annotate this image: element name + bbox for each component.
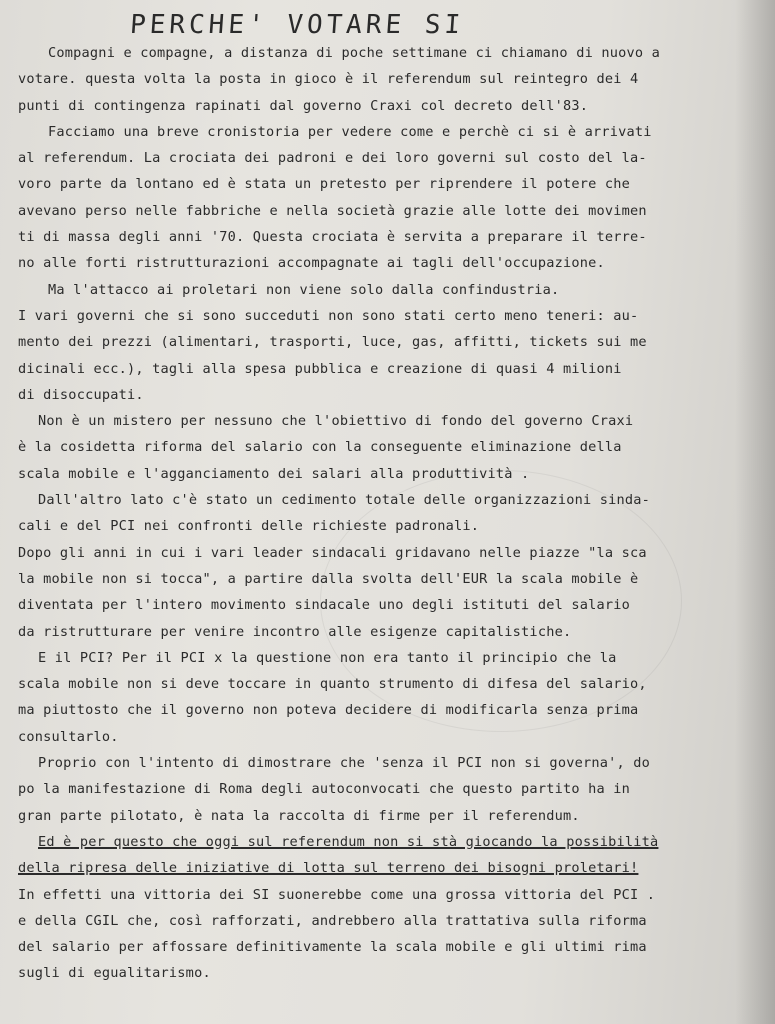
text-line: avevano perso nelle fabbriche e nella società grazie alle lotte dei movimen	[18, 202, 647, 219]
text-line: I vari governi che si sono succeduti non sono stati certo meno teneri: au-	[18, 307, 639, 324]
text-line: Ma l'attacco ai proletari non viene solo dalla confindustria.	[48, 281, 560, 298]
text-line: Ed è per questo che oggi sul referendum non si stà giocando la possibilità	[38, 833, 659, 850]
text-line: Dopo gli anni in cui i vari leader sindacali gridavano nelle piazze "la sca	[18, 544, 647, 561]
document-title: PERCHE' VOTARE SI	[128, 10, 466, 40]
text-line: Proprio con l'intento di dimostrare che 'senza il PCI non si governa', do	[38, 755, 651, 772]
text-line: punti di contingenza rapinati dal governo Craxi col decreto dell'83.	[18, 97, 589, 114]
text-line: Facciamo una breve cronistoria per vedere come e perchè ci si è arrivati	[48, 123, 652, 140]
text-line: gran parte pilotato, è nata la raccolta di firme per il referendum.	[18, 807, 580, 824]
text-line: Compagni e compagne, a distanza di poche settimane ci chiamano di nuovo a	[48, 45, 661, 61]
text-line: voro parte da lontano ed è stata un pretesto per riprendere il potere che	[18, 176, 631, 193]
text-line: no alle forti ristrutturazioni accompagnate ai tagli dell'occupazione.	[18, 255, 605, 272]
text-line: po la manifestazione di Roma degli autoconvocati che questo partito ha in	[18, 781, 631, 798]
text-line: consultarlo.	[18, 728, 119, 745]
text-line: della ripresa delle iniziative di lotta sul terreno dei bisogni proletari!	[18, 860, 639, 877]
text-line: è la cosidetta riforma del salario con la conseguente eliminazione della	[18, 439, 622, 456]
text-line: Dall'altro lato c'è stato un cedimento totale delle organizzazioni sinda-	[38, 492, 651, 509]
text-line: In effetti una vittoria dei SI suonerebbe come una grossa vittoria del PCI .	[18, 886, 656, 903]
text-line: Non è un mistero per nessuno che l'obiettivo di fondo del governo Craxi	[38, 413, 634, 430]
text-line: E il PCI? Per il PCI x la questione non era tanto il principio che la	[38, 649, 617, 666]
text-line: ma piuttosto che il governo non poteva decidere di modificarla senza prima	[18, 702, 639, 719]
text-line: scala mobile e l'agganciamento dei salari alla produttività .	[18, 465, 530, 482]
text-line: al referendum. La crociata dei padroni e dei loro governi sul costo del la-	[18, 150, 647, 167]
text-line: scala mobile non si deve toccare in quanto strumento di difesa del salario,	[18, 676, 647, 693]
text-line: dicinali ecc.), tagli alla spesa pubblica e creazione di quasi 4 milioni	[18, 360, 622, 377]
text-line: di disoccupati.	[18, 386, 144, 403]
text-line: diventata per l'intero movimento sindacale uno degli istituti del salario	[18, 597, 631, 614]
text-line: votare. questa volta la posta in gioco è il referendum sul reintegro dei 4	[18, 71, 639, 88]
page-edge-shadow	[735, 0, 775, 1024]
text-line: ti di massa degli anni '70. Questa crociata è servita a preparare il terre-	[18, 229, 647, 246]
text-line: e della CGIL che, così rafforzati, andrebbero alla trattativa sulla riforma	[18, 912, 647, 929]
text-line: del salario per affossare definitivamente la scala mobile e gli ultimi rima	[18, 939, 647, 956]
text-line: mento dei prezzi (alimentari, trasporti, luce, gas, affitti, tickets sui me	[18, 334, 647, 351]
text-line: da ristrutturare per venire incontro alle esigenze capitalistiche.	[18, 623, 572, 640]
text-line: cali e del PCI nei confronti delle richieste padronali.	[18, 518, 480, 535]
text-line: sugli di egualitarismo.	[18, 965, 211, 982]
text-line: la mobile non si tocca", a partire dalla svolta dell'EUR la scala mobile è	[18, 570, 639, 587]
document-body	[18, 40, 763, 987]
